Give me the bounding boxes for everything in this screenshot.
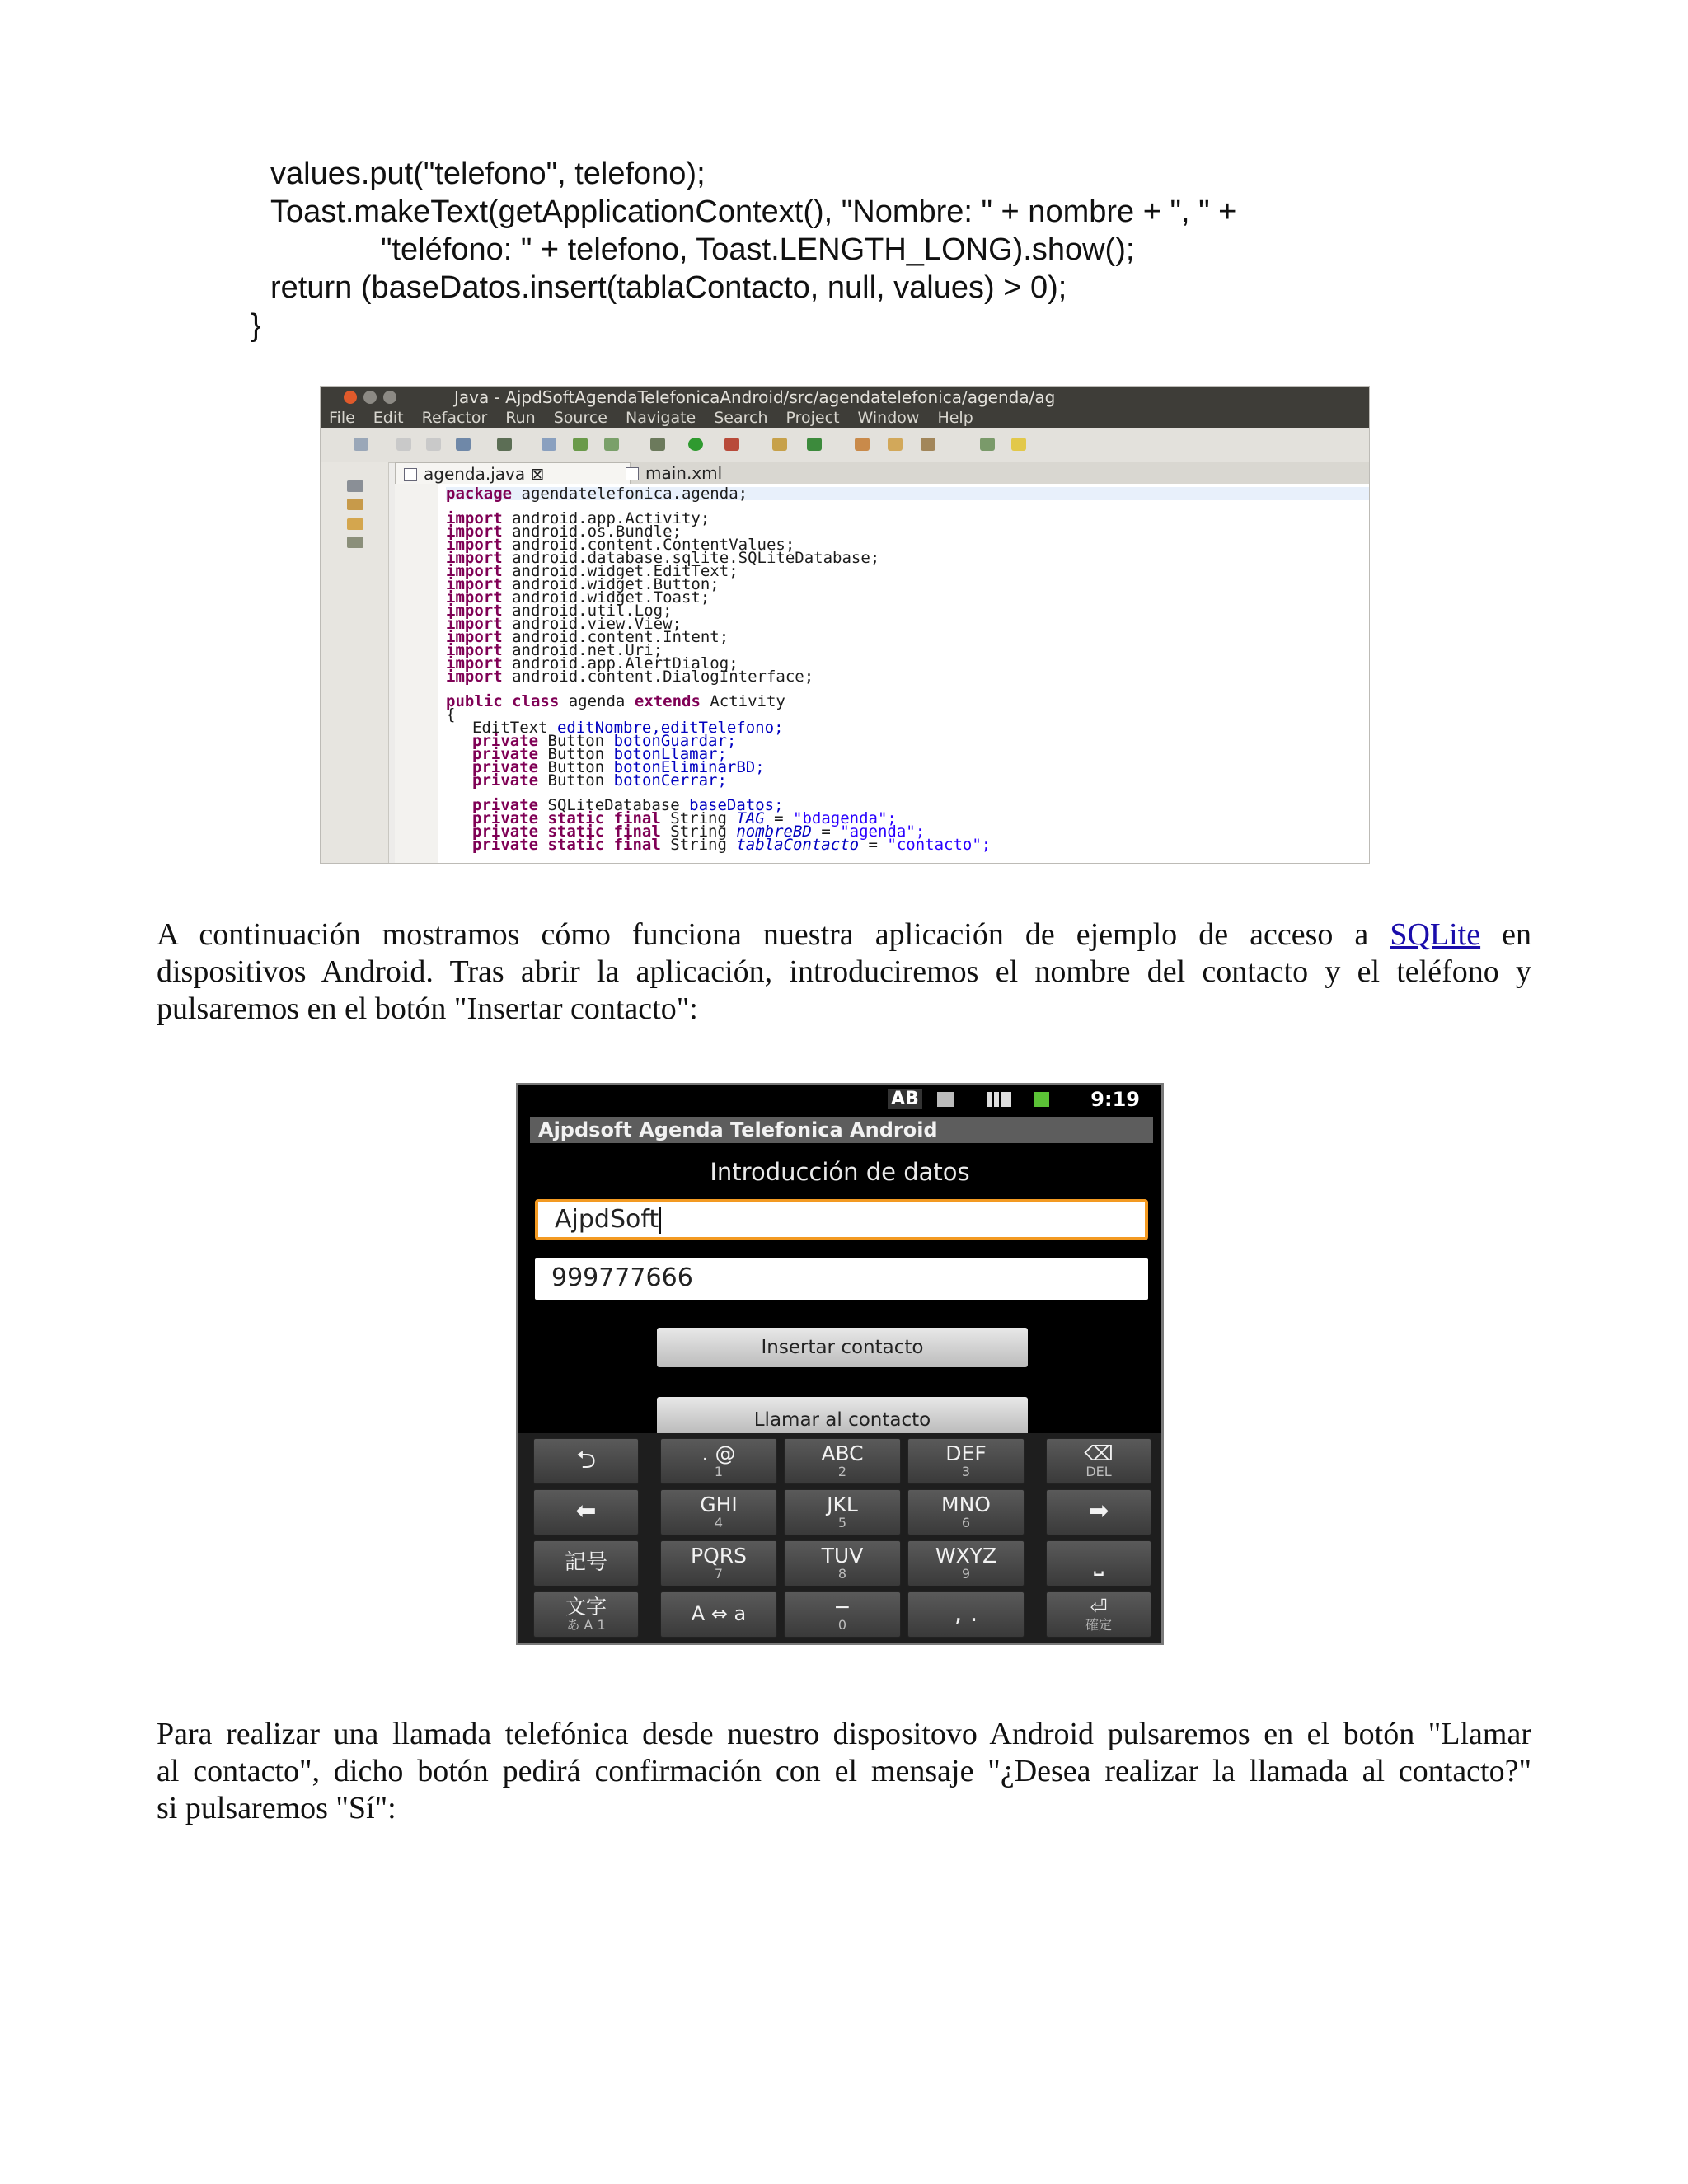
tab-agenda-java[interactable]: agenda.java ⊠: [395, 462, 631, 485]
navigator-icon[interactable]: [347, 518, 363, 530]
code-line: import android.content.Intent;: [446, 628, 729, 646]
minimize-icon: [363, 391, 377, 404]
key-7[interactable]: PQRS 7: [660, 1540, 777, 1586]
paragraph-line: Para realizar una llamada telefónica desde nuestro dispositovo Android pulsaremos en el botón "Llamar: [157, 1717, 1531, 1751]
code-line: Toast.makeText(getApplicationContext(), "Nombre: " + nombre + ", " +: [270, 194, 1237, 229]
android-screenshot: [516, 1083, 1164, 1645]
usb-icon: [937, 1092, 954, 1107]
paragraph-line: al contacto", dicho botón pedirá confirmación con el mensaje "¿Desea realizar la llamada al contacto?": [157, 1754, 1531, 1788]
pencil-icon[interactable]: [921, 438, 935, 451]
call-contact-button[interactable]: Llamar al contacto: [657, 1397, 1028, 1433]
key-8[interactable]: TUV 8: [784, 1540, 901, 1586]
key-case-toggle[interactable]: A ⇔ a: [660, 1591, 777, 1638]
key-right[interactable]: ➡: [1046, 1489, 1151, 1535]
battery-icon: [1034, 1092, 1049, 1107]
android-sdk-icon[interactable]: [497, 438, 512, 451]
input-mode-badge: AB: [888, 1089, 922, 1109]
key-symbols[interactable]: 記号: [533, 1540, 639, 1586]
eclipse-title: Java - AjpdSoftAgendaTelefonicaAndroid/src/agendatelefonica/agenda/ag: [454, 387, 1056, 407]
save-icon[interactable]: [396, 438, 411, 451]
eclipse-menu-bar: [321, 408, 1369, 428]
external-tools-icon[interactable]: [724, 438, 739, 451]
new-project-icon[interactable]: [542, 438, 556, 451]
key-punctuation[interactable]: , .: [907, 1591, 1025, 1638]
key-2[interactable]: ABC 2: [784, 1438, 901, 1484]
menu-file[interactable]: File: [329, 409, 355, 427]
menu-run[interactable]: Run: [505, 409, 536, 427]
code-line: import android.util.Log;: [446, 602, 673, 620]
paragraph-line: pulsaremos en el botón "Insertar contacto":: [157, 991, 698, 1026]
highlight-icon[interactable]: [1011, 438, 1026, 451]
code-line: import android.view.View;: [446, 615, 682, 633]
code-line: import android.widget.Toast;: [446, 588, 710, 607]
code-line: private Button botonGuardar;: [472, 732, 737, 750]
code-line: "teléfono: " + telefono, Toast.LENGTH_LONG).show();: [381, 232, 1135, 267]
code-line: import android.content.DialogInterface;: [446, 668, 814, 686]
code-line: private Button botonCerrar;: [472, 771, 727, 790]
code-line: return (baseDatos.insert(tablaContacto, null, values) > 0);: [270, 270, 1067, 305]
editor-gutter: [395, 484, 438, 863]
close-icon: [344, 391, 357, 404]
form-heading: Introducción de datos: [710, 1158, 970, 1186]
tab-main-xml[interactable]: main.xml: [617, 462, 802, 484]
folder-icon[interactable]: [888, 438, 903, 451]
eclipse-toolbar: [321, 428, 1369, 463]
debug-icon[interactable]: [650, 438, 665, 451]
code-editor[interactable]: [395, 484, 1369, 863]
status-time: 9:19: [1090, 1088, 1140, 1111]
save-all-icon[interactable]: [426, 438, 441, 451]
menu-help[interactable]: Help: [937, 409, 973, 427]
key-1[interactable]: . @ 1: [660, 1438, 777, 1484]
code-line: EditText editNombre,editTelefono;: [472, 719, 784, 737]
app-title-bar: Ajpdsoft Agenda Telefonica Android: [530, 1117, 1153, 1143]
code-line: private static final String TAG = "bdagenda";: [472, 809, 897, 827]
text-cursor: [659, 1207, 661, 1234]
sqlite-link[interactable]: SQLite: [1390, 917, 1481, 952]
name-input[interactable]: AjpdSoft: [535, 1199, 1148, 1240]
code-line: private Button botonLlamar;: [472, 745, 727, 763]
key-9[interactable]: WXYZ 9: [907, 1540, 1025, 1586]
code-line: }: [251, 308, 261, 343]
phone-input[interactable]: 999777666: [535, 1258, 1148, 1300]
code-line: import android.widget.EditText;: [446, 562, 738, 580]
menu-window[interactable]: Window: [857, 409, 920, 427]
package-explorer-icon[interactable]: [347, 499, 363, 510]
paragraph-line: si pulsaremos "Sí":: [157, 1791, 396, 1825]
key-6[interactable]: MNO 6: [907, 1489, 1025, 1535]
restore-icon[interactable]: [347, 480, 363, 492]
key-back[interactable]: ⮌: [533, 1438, 639, 1484]
paragraph-call: [157, 1716, 1531, 1827]
code-line: {: [446, 705, 456, 724]
run-icon[interactable]: [688, 438, 703, 451]
eclipse-screenshot: [320, 386, 1370, 864]
key-3[interactable]: DEF 3: [907, 1438, 1025, 1484]
editor-tabs: [395, 462, 1369, 484]
open-folder-icon[interactable]: [855, 438, 870, 451]
code-line: import android.net.Uri;: [446, 641, 663, 659]
status-bar: [518, 1085, 1161, 1113]
code-line: import android.app.AlertDialog;: [446, 654, 738, 673]
code-line: import android.widget.Button;: [446, 575, 720, 593]
menu-refactor[interactable]: Refactor: [421, 409, 488, 427]
key-delete[interactable]: ⌫ DEL: [1046, 1438, 1151, 1484]
signal-icon: [987, 1092, 1011, 1107]
menu-source[interactable]: Source: [553, 409, 607, 427]
code-line: import android.content.ContentValues;: [446, 536, 795, 554]
key-enter[interactable]: ⏎ 確定: [1046, 1591, 1151, 1638]
code-line: public class agenda extends Activity: [446, 692, 785, 710]
key-space[interactable]: ⎵: [1046, 1540, 1151, 1586]
key-5[interactable]: JKL 5: [784, 1489, 901, 1535]
outline-icon[interactable]: [347, 537, 363, 548]
insert-contact-button[interactable]: Insertar contacto: [657, 1328, 1028, 1367]
menu-edit[interactable]: Edit: [373, 409, 404, 427]
code-line: import android.app.Activity;: [446, 509, 710, 527]
code-line: values.put("telefono", telefono);: [270, 157, 706, 191]
code-line: private SQLiteDatabase baseDatos;: [472, 796, 784, 814]
code-line: import android.database.sqlite.SQLiteDatabase;: [446, 549, 880, 567]
code-line: private static final String tablaContacto = "contacto";: [472, 836, 992, 854]
eclipse-side-panel: [321, 462, 389, 863]
key-left[interactable]: ⬅: [533, 1489, 639, 1535]
xml-file-icon: [626, 467, 639, 480]
new-class-icon[interactable]: [573, 438, 588, 451]
code-line: private Button botonEliminarBD;: [472, 758, 765, 776]
key-input-mode[interactable]: 文字 あ A 1: [533, 1591, 639, 1638]
code-line: package agendatelefonica.agenda;: [446, 487, 1369, 500]
new-xml-icon[interactable]: [604, 438, 619, 451]
paragraph-intro: [157, 916, 1531, 1028]
key-4[interactable]: GHI 4: [660, 1489, 777, 1535]
code-line: private static final String nombreBD = "agenda";: [472, 823, 926, 841]
code-line: import android.os.Bundle;: [446, 523, 682, 541]
new-icon[interactable]: [354, 438, 368, 451]
eclipse-title-bar: [321, 387, 1369, 408]
print-icon[interactable]: [456, 438, 471, 451]
soft-keyboard: [518, 1433, 1161, 1645]
menu-project[interactable]: Project: [785, 409, 840, 427]
java-file-icon: [404, 468, 417, 481]
menu-navigate[interactable]: Navigate: [626, 409, 696, 427]
search-icon[interactable]: [807, 438, 822, 451]
menu-search[interactable]: Search: [714, 409, 768, 427]
maximize-icon: [383, 391, 396, 404]
open-type-icon[interactable]: [772, 438, 787, 451]
paragraph-line: dispositivos Android. Tras abrir la aplicación, introduciremos el nombre del contacto y el teléfono y: [157, 954, 1531, 989]
perspective-icon[interactable]: [980, 438, 995, 451]
key-0[interactable]: − 0: [784, 1591, 901, 1638]
paragraph-line: A continuación mostramos cómo funciona nuestra aplicación de ejemplo de acceso a SQLite en: [157, 917, 1532, 952]
